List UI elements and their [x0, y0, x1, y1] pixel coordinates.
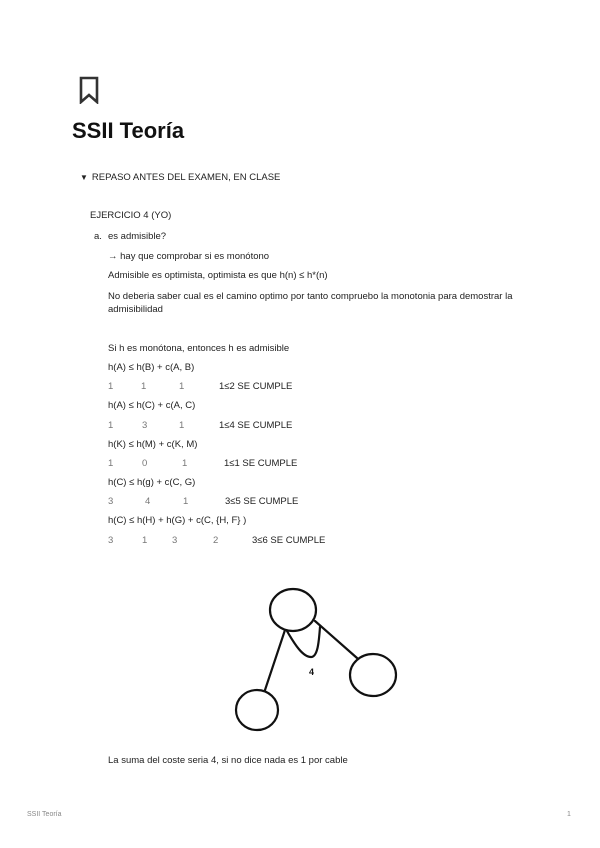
check-value: 1 [183, 496, 189, 507]
graph-edge-label: 4 [309, 667, 315, 677]
check-result: 3≤5 SE CUMPLE [225, 496, 299, 507]
check-formula: h(C) ≤ h(H) + h(G) + c(C, {H, F} ) [108, 515, 247, 526]
check-result: 1≤4 SE CUMPLE [219, 420, 293, 431]
check-value: 1 [142, 535, 148, 546]
footer-page-number: 1 [567, 811, 571, 818]
check-values-row [108, 496, 348, 510]
check-value: 3 [108, 535, 114, 546]
check-value: 1 [108, 381, 114, 392]
list-marker: a. [94, 231, 102, 242]
check-formula: h(C) ≤ h(g) + c(C, G) [108, 477, 196, 488]
graph-node-bottom-left [236, 690, 278, 730]
check-values-row [108, 381, 338, 395]
check-value: 1 [179, 381, 185, 392]
arrow-note: → hay que comprobar si es monótono [108, 251, 270, 262]
graph-node-right [350, 654, 396, 696]
diagram-caption: La suma del coste seria 4, si no dice nada es 1 por cable [108, 755, 348, 766]
monotone-note: Si h es monótona, entonces h es admisible [108, 343, 290, 354]
check-result: 1≤1 SE CUMPLE [224, 458, 298, 469]
check-value: 4 [145, 496, 151, 507]
exercise-heading: EJERCICIO 4 (YO) [90, 210, 172, 221]
check-value: 1 [179, 420, 185, 431]
check-formula: h(A) ≤ h(C) + c(A, C) [108, 400, 196, 411]
graph-diagram [225, 585, 410, 735]
check-result: 3≤6 SE CUMPLE [252, 535, 326, 546]
list-item-text: es admisible? [108, 231, 167, 242]
check-value: 1 [182, 458, 188, 469]
check-value: 1 [141, 381, 147, 392]
footer-doc-title: SSII Teoría [27, 811, 62, 818]
graph-edge-top-bottom [265, 630, 285, 690]
bookmark-icon [78, 76, 100, 104]
explanation-paragraph: No deberia saber cual es el camino optimo por tanto compruebo la monotonia para demostrar la admisibilidad [108, 291, 513, 315]
check-result: 1≤2 SE CUMPLE [219, 381, 293, 392]
check-values-row [108, 458, 338, 472]
toggle-triangle-icon[interactable]: ▼ [80, 173, 88, 182]
toggle-label: REPASO ANTES DEL EXAMEN, EN CLASE [91, 172, 281, 183]
check-value: 3 [142, 420, 148, 431]
check-value: 0 [142, 458, 148, 469]
graph-node-top [270, 589, 316, 631]
page-title: SSII Teoría [72, 118, 185, 143]
check-formula: h(K) ≤ h(M) + c(K, M) [108, 439, 198, 450]
check-values-row [108, 420, 338, 434]
check-value: 1 [108, 420, 114, 431]
admissible-definition: Admisible es optimista, optimista es que h(n) ≤ h*(n) [108, 270, 328, 281]
check-value: 3 [108, 496, 114, 507]
check-value: 1 [108, 458, 114, 469]
toggle-section-header[interactable] [80, 172, 280, 183]
list-item-a [94, 231, 166, 242]
graph-edge-top-right [315, 621, 357, 658]
check-formula: h(A) ≤ h(B) + c(A, B) [108, 362, 195, 373]
check-value: 3 [172, 535, 178, 546]
check-value: 2 [213, 535, 219, 546]
check-values-row [108, 535, 358, 549]
